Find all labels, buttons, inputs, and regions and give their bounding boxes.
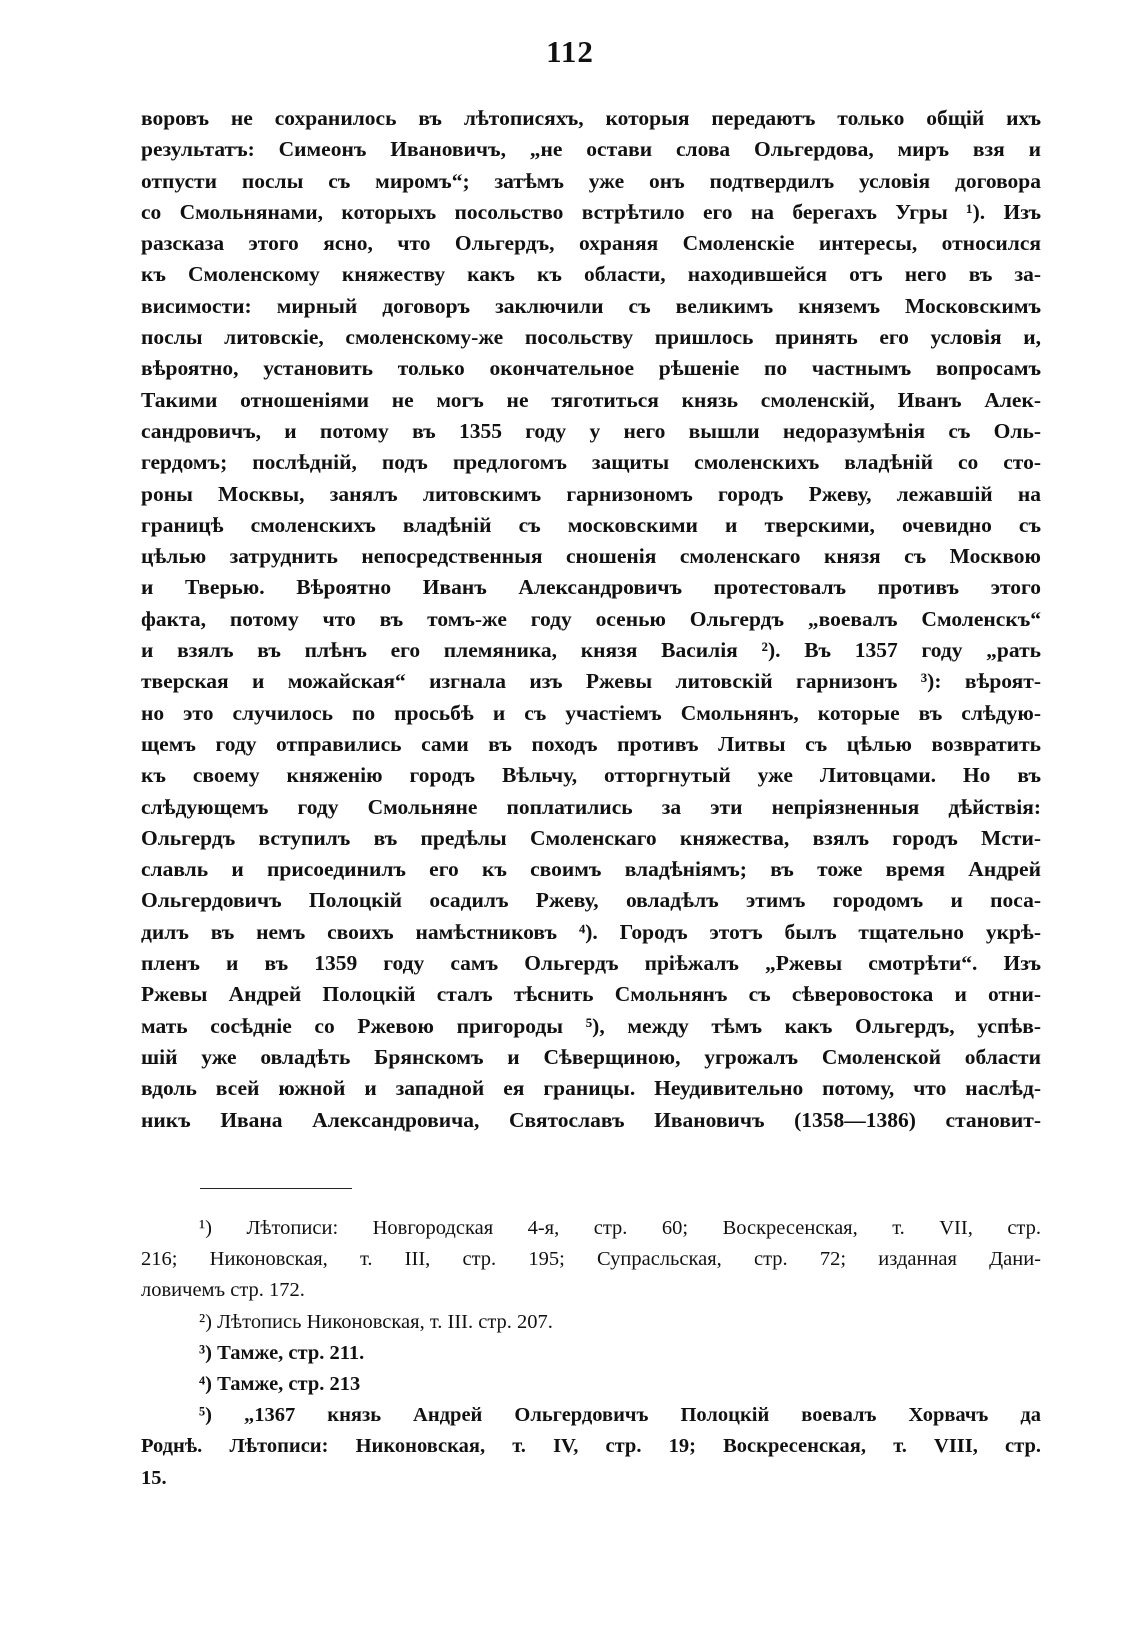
main-text [141, 103, 1041, 1136]
text-line: результатъ: Симеонъ Ивановичъ, „не остави слова Ольгердова, миръ взя и [141, 137, 1041, 162]
text-line: дилъ въ немъ своихъ намѣстниковъ ⁴). Городъ этотъ былъ тщательно укрѣ- [141, 919, 1041, 944]
text-line: Ольгердовичъ Полоцкій осадилъ Ржеву, овладѣлъ этимъ городомъ и поса- [141, 888, 1041, 913]
footnote-line: ²) Лѣтопись Никоновская, т. III. стр. 207. [199, 1310, 553, 1333]
footnote-line: 216; Никоновская, т. III, стр. 195; Супрасльская, стр. 72; изданная Дани- [141, 1248, 1041, 1271]
text-line: слѣдующемъ году Смольняне поплатились за эти непріязненныя дѣйствія: [141, 794, 1041, 819]
footnote-line: ¹) Лѣтописи: Новгородская 4-я, стр. 60; Воскресенская, т. VII, стр. [199, 1217, 1041, 1239]
text-line: Такими отношеніями не могъ не тяготиться князь смоленскій, Иванъ Алек- [141, 387, 1041, 412]
footnote-line: ³) Тамже, стр. 211. [199, 1341, 365, 1364]
text-line: отпусти послы съ миромъ“; затѣмъ уже онъ подтвердилъ условія договора [141, 168, 1041, 193]
footnote-line: 15. [141, 1466, 167, 1489]
text-line: славль и присоединилъ его къ своимъ владѣніямъ; въ тоже время Андрей [141, 857, 1041, 882]
text-line: сандровичъ, и потому въ 1355 году у него вышли недоразумѣнія съ Оль- [141, 418, 1041, 443]
text-line: воровъ не сохранилось въ лѣтописяхъ, которыя передаютъ только общій ихъ [141, 106, 1041, 130]
text-line: границѣ смоленскихъ владѣній съ московскими и тверскими, очевидно съ [141, 512, 1041, 537]
text-line: гердомъ; послѣдній, подъ предлогомъ защиты смоленскихъ владѣній со сто- [141, 450, 1041, 475]
page-number: 112 [546, 34, 594, 69]
footnote-line: ⁵) „1367 князь Андрей Ольгердовичъ Полоцкій воевалъ Хорвачъ да [199, 1404, 1041, 1427]
text-line: со Смольнянами, которыхъ посольство встрѣтило его на берегахъ Угры ¹). Изъ [141, 199, 1041, 224]
text-line: висимости: мирный договоръ заключили съ великимъ княземъ Московскимъ [141, 293, 1041, 318]
text-line: пленъ и въ 1359 году самъ Ольгердъ пріѣжалъ „Ржевы смотрѣти“. Изъ [141, 951, 1041, 976]
footnotes [141, 1213, 1041, 1494]
text-line: къ Смоленскому княжеству какъ къ области, находившейся отъ него въ за- [141, 262, 1041, 287]
footnote-divider [200, 1188, 352, 1189]
text-line: щемъ году отправились сами въ походъ противъ Литвы съ цѣлью возвратить [141, 731, 1041, 756]
text-line: шій уже овладѣть Брянскомъ и Сѣверщиною, угрожалъ Смоленской области [141, 1044, 1041, 1069]
text-line: послы литовскіе, смоленскому-же посольству пришлось принять его условія и, [141, 325, 1041, 350]
footnote-line: ловичемъ стр. 172. [141, 1279, 305, 1302]
text-line: Ржевы Андрей Полоцкій сталъ тѣснить Смольнянъ съ сѣверовостока и отни- [141, 982, 1041, 1007]
text-line: и взялъ въ плѣнъ его племяника, князя Василія ²). Въ 1357 году „рать [141, 638, 1041, 663]
text-line: роны Москвы, занялъ литовскимъ гарнизономъ городъ Ржеву, лежавшій на [141, 481, 1041, 506]
text-line: вдоль всей южной и западной ея границы. Неудивительно потому, что наслѣд- [141, 1076, 1041, 1101]
text-line: но это случилось по просьбѣ и съ участіемъ Смольнянъ, которые въ слѣдую- [141, 700, 1041, 725]
text-line: тверская и можайская“ изгнала изъ Ржевы литовскій гарнизонъ ³): вѣроят- [141, 669, 1041, 694]
footnote-line: Роднѣ. Лѣтописи: Никоновская, т. IV, стр. 19; Воскресенская, т. VIII, стр. [141, 1435, 1041, 1458]
text-line: Ольгердъ вступилъ въ предѣлы Смоленскаго княжества, взялъ городъ Мсти- [141, 825, 1041, 850]
text-line: факта, потому что въ томъ-же году осенью Ольгердъ „воевалъ Смоленскъ“ [141, 606, 1041, 631]
text-line: разсказа этого ясно, что Ольгердъ, охраняя Смоленскіе интересы, относился [141, 231, 1041, 256]
text-line: никъ Ивана Александровича, Святославъ Ивановичъ (1358—1386) становит- [141, 1107, 1041, 1132]
footnote-line: ⁴) Тамже, стр. 213 [199, 1372, 361, 1395]
text-line: вѣроятно, установить только окончательное рѣшеніе по частнымъ вопросамъ [141, 356, 1041, 381]
text-line: мать сосѣдніе со Ржевою пригороды ⁵), между тѣмъ какъ Ольгердъ, успѣв- [141, 1013, 1041, 1038]
text-line: и Тверью. Вѣроятно Иванъ Александровичъ протестовалъ противъ этого [141, 575, 1041, 600]
text-line: цѣлью затруднить непосредственныя сношенія смоленскаго князя съ Москвою [141, 544, 1041, 569]
text-line: къ своему княженію городъ Вѣльчу, отторгнутый уже Литовцами. Но въ [141, 763, 1041, 788]
